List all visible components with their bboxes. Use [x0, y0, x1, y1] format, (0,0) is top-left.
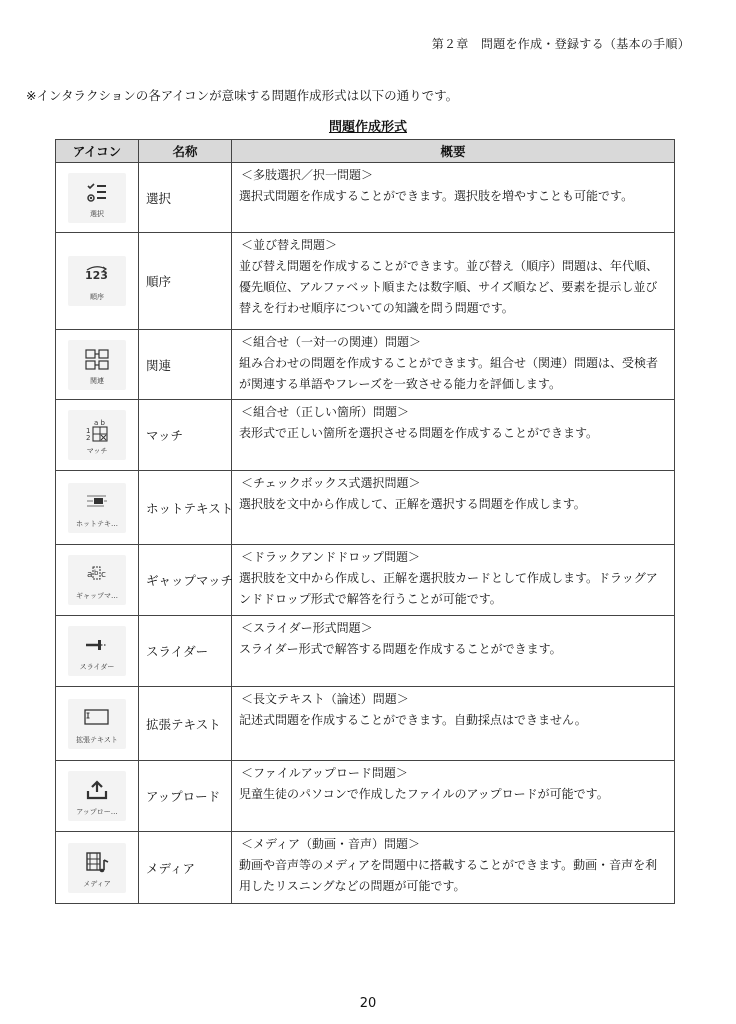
table-row: [56, 761, 675, 832]
icon-caption: ギャップマ…: [76, 592, 118, 600]
format-name: アップロード: [139, 761, 232, 832]
format-description: 児童生徒のパソコンで作成したファイルのアップロードが可能です。: [239, 787, 609, 801]
icon-caption: ホットテキ…: [76, 519, 118, 528]
table-row: [56, 616, 675, 687]
text-box-icon: [68, 699, 126, 749]
icon-caption: 拡張テキスト: [76, 735, 118, 744]
icon-caption: メディア: [83, 879, 111, 888]
column-header-name: 名称: [139, 140, 232, 163]
icon-caption: アップロー…: [76, 808, 118, 816]
chapter-header: 第２章 問題を作成・登録する（基本の手順）: [431, 37, 690, 51]
svg-text:b: b: [94, 569, 99, 577]
svg-text:2: 2: [86, 434, 91, 442]
table-row: [56, 545, 675, 616]
icon-caption: 順序: [90, 293, 104, 301]
svg-text:123: 123: [85, 269, 108, 282]
table-row: [56, 400, 675, 471]
question-format-table: [55, 139, 675, 904]
format-name: ホットテキスト: [139, 471, 232, 545]
format-description: 表形式で正しい箇所を選択させる問題を作成することができます。: [239, 426, 599, 440]
table-row: [56, 832, 675, 904]
intro-text: ※インタラクションの各アイコンが意味する問題作成形式は以下の通りです。: [26, 88, 459, 103]
icon-caption: 関連: [90, 376, 104, 385]
match-grid-icon: [68, 410, 126, 460]
checklist-icon: [68, 173, 126, 223]
format-title: ＜長文テキスト（論述）問題＞: [241, 692, 409, 706]
table-row: [56, 687, 675, 761]
pairing-icon: [68, 340, 126, 390]
format-description: 記述式問題を作成することができます。自動採点はできません。: [239, 713, 587, 727]
format-name: 関連: [139, 330, 232, 400]
table-header-row: [56, 140, 675, 163]
svg-text:1: 1: [86, 427, 91, 435]
table-row: [56, 233, 675, 330]
format-name: 順序: [139, 233, 232, 330]
svg-text:a: a: [87, 570, 93, 580]
slider-icon: [68, 626, 126, 676]
format-description: 並び替え問題を作成することができます。並び替え（順序）問題は、年代順、優先順位、アルファベット順または数字順、サイズ順など、要素を提示し並び替えを行わせ順序についての知識を問う問題です。: [239, 259, 659, 315]
format-title: ＜メディア（動画・音声）問題＞: [241, 837, 421, 851]
gap-match-icon: [68, 555, 126, 605]
upload-icon: [68, 771, 126, 821]
format-description: 選択式問題を作成することができます。選択肢を増やすことも可能です。: [239, 189, 634, 203]
svg-text:a b: a b: [94, 419, 105, 427]
format-title: ＜ファイルアップロード問題＞: [241, 766, 408, 780]
icon-caption: 選択: [90, 209, 104, 218]
icon-caption: スライダー: [79, 663, 115, 671]
format-description: 組み合わせの問題を作成することができます。組合せ（関連）問題は、受検者が関連する単語やフレーズを一致させる能力を評価します。: [239, 356, 659, 391]
format-name: 拡張テキスト: [139, 687, 232, 761]
format-name: スライダー: [139, 616, 232, 687]
number-sequence-icon: [68, 256, 126, 306]
format-title: ＜多肢選択／択一問題＞: [241, 168, 374, 182]
format-title: ＜ドラックアンドドロップ問題＞: [241, 550, 421, 564]
format-title: ＜並び替え問題＞: [241, 238, 338, 252]
table-row: [56, 471, 675, 545]
table-caption: 問題作成形式: [328, 120, 407, 135]
format-title: ＜組合せ（正しい箇所）問題＞: [241, 405, 410, 419]
icon-caption: マッチ: [86, 447, 108, 455]
format-name: マッチ: [139, 400, 232, 471]
format-name: 選択: [139, 163, 232, 233]
media-icon: [68, 843, 126, 893]
hot-text-icon: [68, 483, 126, 533]
format-description: 選択肢を文中から作成し、正解を選択肢カードとして作成します。ドラッグアンドドロップ形式で解答を行うことが可能です。: [239, 571, 658, 606]
svg-text:c: c: [101, 570, 106, 580]
format-name: メディア: [139, 832, 232, 904]
format-title: ＜スライダー形式問題＞: [241, 621, 373, 635]
format-description: 動画や音声等のメディアを問題中に搭載することができます。動画・音声を利用したリスニングなどの問題が可能です。: [239, 858, 658, 893]
format-description: スライダー形式で解答する問題を作成することができます。: [239, 642, 562, 656]
format-description: 選択肢を文中から作成して、正解を選択する問題を作成します。: [239, 497, 586, 511]
format-title: ＜組合せ（一対一の関連）問題＞: [241, 335, 422, 349]
table-row: [56, 163, 675, 233]
column-header-summary: 概要: [232, 140, 675, 163]
page-number: 20: [359, 996, 377, 1011]
format-name: ギャップマッチ: [139, 545, 232, 616]
table-row: [56, 330, 675, 400]
format-title: ＜チェックボックス式選択問題＞: [241, 476, 421, 490]
column-header-icon: アイコン: [56, 140, 139, 163]
